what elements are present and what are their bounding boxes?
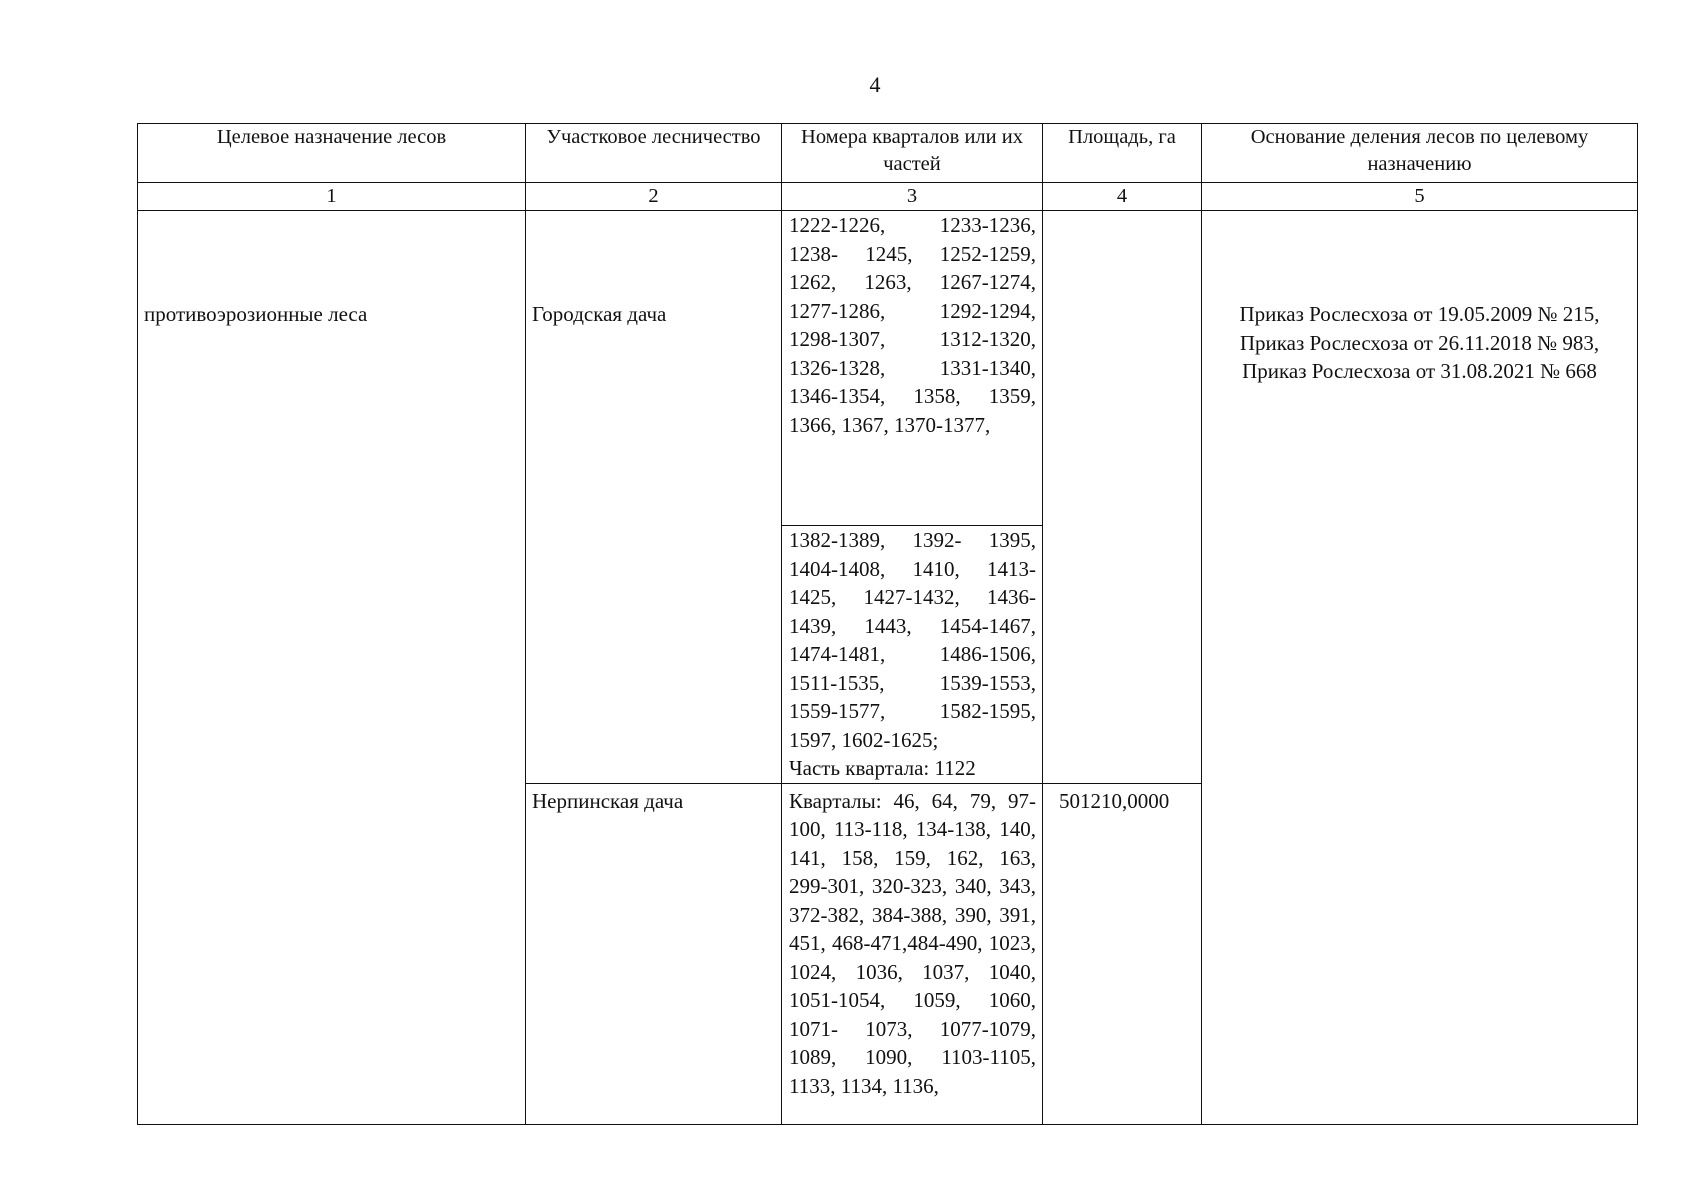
area-value: 501210,0000 [1059,788,1170,813]
purpose-cell [138,211,526,1125]
basis-order-1: Приказ Рослесхоза от 19.05.2009 № 215, [1239,302,1600,326]
quarters-part-text: Часть квартала: 1122 [789,756,976,780]
column-number-2: 2 [526,183,782,211]
quarters-text: 1382-1389, 1392- 1395, 1404-1408, 1410, 1413-1425, 1427-1432, 1436-1439, 1443, 1454-1467, 1474-1481, 1486-1506, 1511-1535, 1539-1553, 1559-1577, 1582-1595, 1597, 1602-1625; [789,528,1036,752]
forestry-name: Нерпинская дача [532,788,684,813]
forestry-cell-nerpinskaya [526,783,782,1124]
basis-cell [1202,211,1638,1125]
quarters-cell-b [782,526,1043,784]
header-basis: Основание деления лесов по целевому назначению [1202,124,1638,183]
column-number-4: 4 [1043,183,1202,211]
column-number-3: 3 [782,183,1043,211]
purpose-text: противоэрозионные леса [144,302,368,326]
area-value [1043,211,1201,214]
forest-purpose-table [137,123,1638,1125]
forestry-name: Городская дача [532,302,667,326]
column-number-row [138,183,1638,211]
area-cell-nerpinskaya [1043,783,1202,1124]
area-cell-gorodskaya [1043,211,1202,784]
basis-order-3: Приказ Рослесхоза от 31.08.2021 № 668 [1242,359,1597,383]
basis-text [1202,211,1637,386]
quarters-cell-nerpinskaya [782,783,1043,1124]
basis-order-2: Приказ Рослесхоза от 26.11.2018 № 983, [1239,330,1600,355]
header-area: Площадь, га [1043,124,1202,183]
header-row [138,124,1638,183]
quarters-text: Кварталы: 46, 64, 79, 97-100, 113-118, 134-138, 140, 141, 158, 159, 162, 163, 299-301, 320-323, 340, 343, 372-382, 384-388, 390, 391, 451, 468-471,484-490, 1023, 1024, 1036, 1037, 1040, 1051-1054, 1059, 1060, 1071- 1073, 1077-1079, 1089, 1090, 1103-1105, 1133, 1134, 1136, [789,788,1036,1098]
page-number: 4 [869,72,881,97]
table-row [138,211,1638,526]
forestry-cell-gorodskaya [526,211,782,784]
header-quarters: Номера кварталов или их частей [782,124,1043,183]
quarters-cell-a [782,211,1043,526]
header-forestry: Участковое лесничество [526,124,782,183]
header-purpose: Целевое назначение лесов [138,124,526,183]
column-number-5: 5 [1202,183,1638,211]
column-number-1: 1 [138,183,526,211]
quarters-text: 1222-1226, 1233-1236, 1238- 1245, 1252-1259, 1262, 1263, 1267-1274, 1277-1286, 1292-1294, 1298-1307, 1312-1320, 1326-1328, 1331-1340, 1346-1354, 1358, 1359, 1366, 1367, 1370-1377, [789,213,1036,437]
